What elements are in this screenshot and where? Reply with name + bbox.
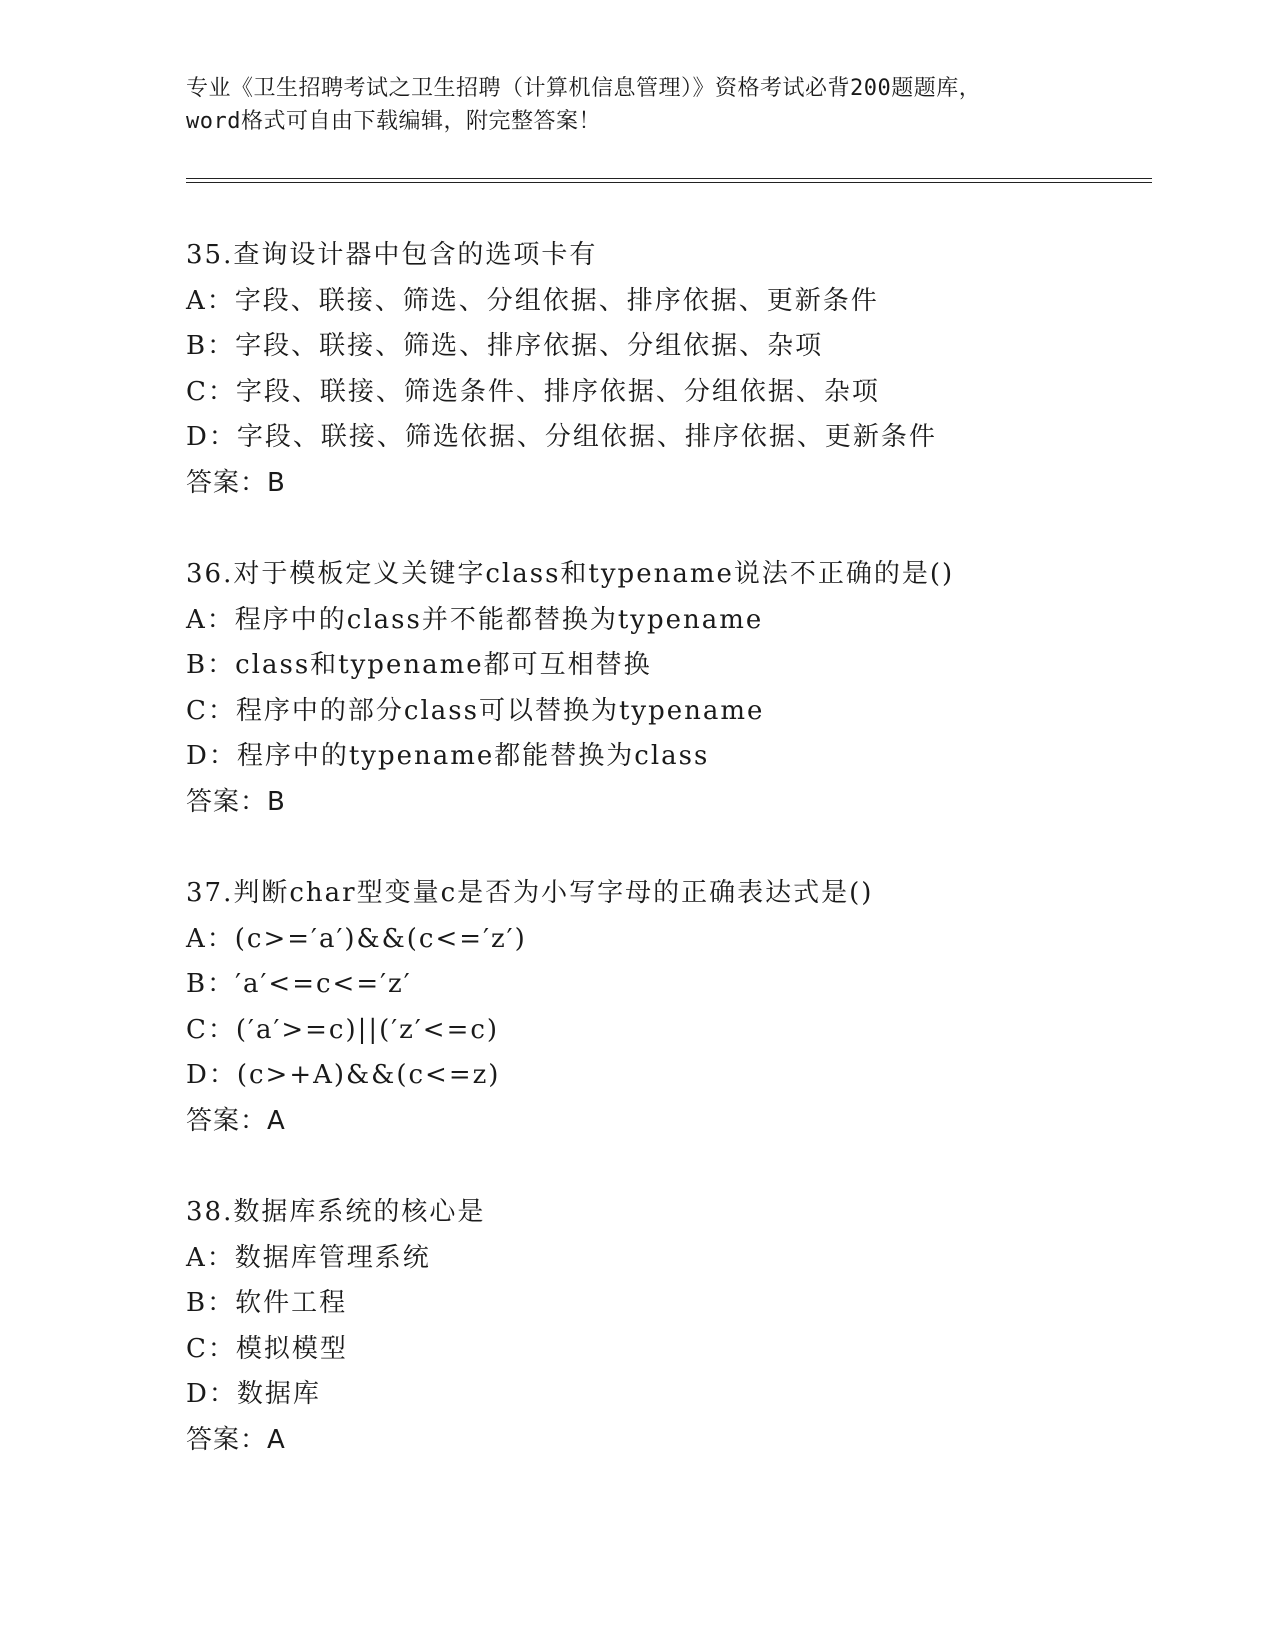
option-d: D：(c>+A)&&(c<=z) [186, 1060, 501, 1090]
question-stem: 37.判断char型变量c是否为小写字母的正确表达式是() [186, 878, 874, 908]
option-b: B：字段、联接、筛选、排序依据、分组依据、杂项 [186, 331, 824, 361]
answer: 答案：A [186, 1424, 286, 1455]
header-line-1: 专业《卫生招聘考试之卫生招聘（计算机信息管理）》资格考试必背200题题库， [186, 76, 982, 101]
option-c: C：字段、联接、筛选条件、排序依据、分组依据、杂项 [186, 376, 880, 407]
question-stem: 35.查询设计器中包含的选项卡有 [186, 240, 598, 270]
answer: 答案：B [186, 786, 286, 817]
option-b: B：软件工程 [186, 1288, 348, 1318]
option-b: B：class和typename都可互相替换 [186, 650, 652, 680]
header-divider-top [186, 178, 1152, 179]
question-37 [186, 871, 1186, 1144]
document-header [186, 72, 1086, 138]
question-stem: 38.数据库系统的核心是 [186, 1197, 486, 1227]
answer: 答案：A [186, 1105, 286, 1136]
option-d: D：程序中的typename都能替换为class [186, 741, 710, 771]
option-c: C：程序中的部分class可以替换为typename [186, 695, 765, 726]
question-35 [186, 233, 1186, 506]
option-a: A：(c>=′a′)&&(c<=′z′) [186, 923, 527, 954]
question-36 [186, 552, 1186, 825]
option-a: A：数据库管理系统 [186, 1242, 431, 1273]
option-d: D：数据库 [186, 1379, 321, 1409]
option-d: D：字段、联接、筛选依据、分组依据、排序依据、更新条件 [186, 422, 937, 452]
option-a: A：字段、联接、筛选、分组依据、排序依据、更新条件 [186, 285, 879, 316]
answer: 答案：B [186, 467, 286, 498]
option-a: A：程序中的class并不能都替换为typename [186, 604, 764, 635]
option-c: C：模拟模型 [186, 1333, 348, 1364]
header-line-2: word格式可自由下载编辑，附完整答案！ [186, 109, 601, 134]
option-c: C：(′a′>=c)||(′z′<=c) [186, 1014, 500, 1045]
option-b: B：′a′<=c<=′z′ [186, 969, 412, 999]
header-divider-bottom [186, 182, 1152, 183]
question-stem: 36.对于模板定义关键字class和typename说法不正确的是() [186, 559, 955, 589]
question-38 [186, 1190, 1186, 1463]
